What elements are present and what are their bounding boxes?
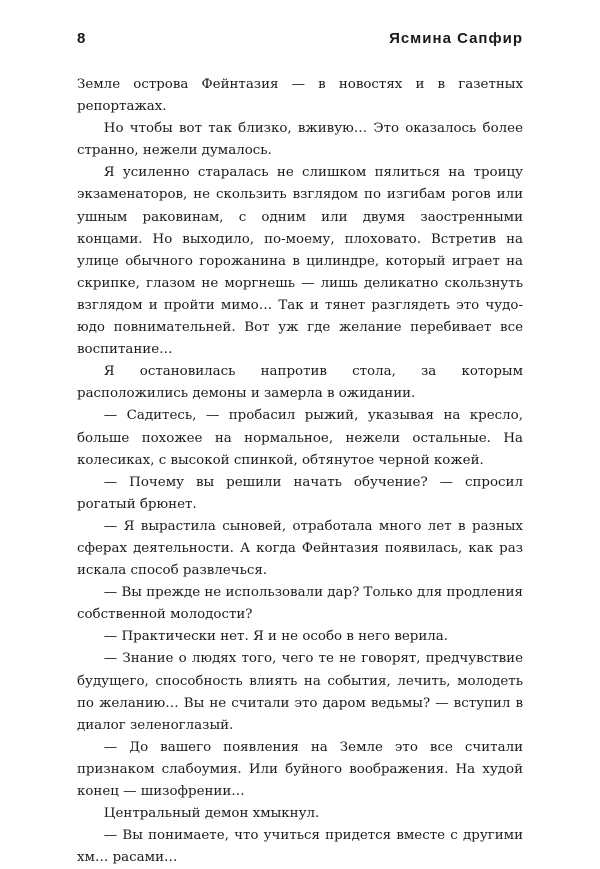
- paragraph: — Почему вы решили начать обучение? — спросил рогатый брюнет.: [77, 474, 523, 512]
- paragraph: — Знание о людях того, чего те не говорят, предчувствие будущего, способность влиять на события, лечить, молодеть по желанию… Вы не считали это даром ведьмы? — вступил в диалог зеленоглазый.: [77, 651, 523, 733]
- paragraph: Я усиленно старалась не слишком пялиться на троицу экзаменаторов, не скользить взглядом по изгибам рогов или ушным раковинам, с одним или двумя заостренными концами. Но выходило, по-моему, плоховато. Встретив на улице обычного горожанина в цилиндре, который играет на скрипке, глазом не моргнешь — лишь деликатно скользнуть взглядом и пройти мимо… Так и тянет разглядеть это чудо-юдо повнимательней. Вот уж где желание перебивает все воспитание…: [77, 165, 523, 358]
- running-head: Ясмина Сапфир: [389, 30, 523, 47]
- paragraph: — Садитесь, — пробасил рыжий, указывая на кресло, больше похожее на нормальное, нежели остальные. На колесиках, с высокой спинкой, обтянутое черной кожей.: [77, 408, 523, 468]
- paragraph: Я остановилась напротив стола, за которым расположились демоны и замерла в ожидании.: [77, 364, 523, 402]
- paragraph: — Вы понимаете, что учиться придется вместе с другими хм… расами…: [77, 828, 523, 866]
- paragraph: — До вашего появления на Земле это все считали признаком слабоумия. Или буйного воображения. На худой конец — шизофрении…: [77, 739, 523, 799]
- paragraph: — Вы прежде не использовали дар? Только для продления собственной молодости?: [77, 585, 523, 623]
- paragraph: — Практически нет. Я и не особо в него верила.: [103, 629, 449, 645]
- paragraph: Земле острова Фейнтазия — в новостях и в газетных репортажах.: [77, 77, 523, 115]
- page-number: 8: [77, 30, 87, 47]
- paragraph: — Я вырастила сыновей, отработала много лет в разных сферах деятельности. А когда Фейнтазия появилась, как раз искала способ развлечься.: [77, 518, 523, 579]
- paragraph: Центральный демон хмыкнул.: [103, 806, 320, 822]
- page-header: [77, 30, 523, 54]
- paragraph: Но чтобы вот так близко, вживую… Это оказалось более странно, нежели думалось.: [77, 121, 523, 159]
